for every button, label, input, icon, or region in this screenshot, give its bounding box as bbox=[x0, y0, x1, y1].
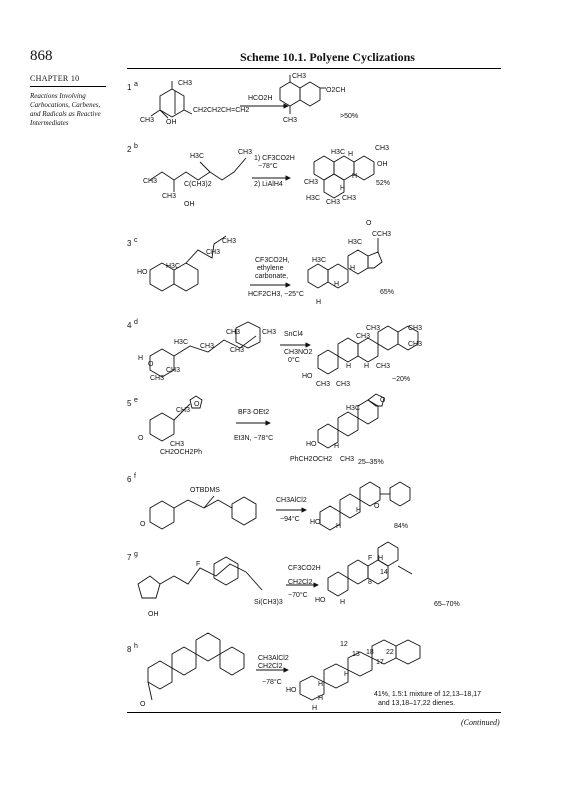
svg-text:O: O bbox=[380, 397, 386, 404]
svg-text:3: 3 bbox=[127, 239, 132, 248]
svg-text:CF3CO2H: CF3CO2H bbox=[288, 565, 321, 572]
svg-text:PhCH2OCH2: PhCH2OCH2 bbox=[290, 456, 333, 463]
svg-text:CH3: CH3 bbox=[176, 407, 191, 414]
svg-text:65%: 65% bbox=[380, 289, 395, 296]
svg-text:HCO2H: HCO2H bbox=[248, 95, 273, 102]
svg-text:52%: 52% bbox=[376, 180, 391, 187]
svg-text:CH3: CH3 bbox=[336, 381, 351, 388]
svg-text:H3C: H3C bbox=[346, 405, 361, 412]
entry-1 bbox=[127, 73, 358, 126]
sm-structure bbox=[140, 487, 256, 529]
svg-text:H: H bbox=[336, 523, 342, 530]
svg-text:H: H bbox=[364, 363, 370, 370]
sm-structure bbox=[137, 236, 236, 291]
svg-text:CH3: CH3 bbox=[366, 325, 381, 332]
svg-text:H: H bbox=[334, 281, 340, 288]
svg-text:HO: HO bbox=[302, 373, 313, 380]
svg-text:OH: OH bbox=[184, 201, 195, 208]
svg-text:CH3: CH3 bbox=[408, 325, 423, 332]
svg-text:CH3: CH3 bbox=[162, 193, 177, 200]
svg-text:O: O bbox=[140, 701, 146, 708]
svg-text:H3C: H3C bbox=[306, 195, 321, 202]
product-structure bbox=[304, 145, 389, 206]
sm-structure bbox=[140, 633, 244, 708]
svg-text:OH: OH bbox=[166, 119, 177, 126]
svg-text:18: 18 bbox=[366, 649, 374, 656]
svg-text:CH3: CH3 bbox=[342, 195, 357, 202]
svg-text:CH3NO2: CH3NO2 bbox=[284, 349, 313, 356]
svg-text:CH3: CH3 bbox=[304, 179, 319, 186]
svg-text:H: H bbox=[348, 151, 354, 158]
svg-text:CH3: CH3 bbox=[206, 249, 221, 256]
svg-text:OH: OH bbox=[148, 611, 159, 618]
svg-text:1) CF3CO2H: 1) CF3CO2H bbox=[254, 155, 295, 162]
svg-text:BF3·OEt2: BF3·OEt2 bbox=[238, 409, 270, 416]
svg-text:H: H bbox=[312, 705, 318, 712]
svg-text:c: c bbox=[134, 237, 138, 244]
svg-text:CH2OCH2Ph: CH2OCH2Ph bbox=[160, 449, 203, 456]
svg-text:H: H bbox=[318, 681, 324, 688]
svg-text:2) LiAlH4: 2) LiAlH4 bbox=[254, 181, 283, 188]
entry-7 bbox=[127, 542, 460, 618]
svg-text:CH3: CH3 bbox=[143, 178, 158, 185]
chapter-subtitle: Reactions Involving Carbocations, Carbenes, and Radicals as Reactive Intermediates bbox=[30, 92, 101, 127]
svg-text:−70°C: −70°C bbox=[288, 592, 308, 599]
svg-text:CH3: CH3 bbox=[166, 367, 181, 374]
svg-text:b: b bbox=[134, 143, 138, 150]
svg-text:CH2CH2CH=CH2: CH2CH2CH=CH2 bbox=[193, 107, 250, 114]
svg-text:Et3N, −78°C: Et3N, −78°C bbox=[234, 435, 274, 442]
entry-label: 1 bbox=[127, 83, 132, 92]
svg-text:−94°C: −94°C bbox=[280, 516, 300, 523]
svg-text:O: O bbox=[148, 361, 154, 368]
svg-text:O: O bbox=[374, 503, 380, 510]
yield: >50% bbox=[340, 113, 359, 120]
svg-text:CH3: CH3 bbox=[262, 329, 277, 336]
svg-text:14: 14 bbox=[380, 569, 388, 576]
svg-text:25–35%: 25–35% bbox=[358, 459, 384, 466]
sm-structure bbox=[138, 322, 276, 382]
svg-text:CH3: CH3 bbox=[340, 456, 355, 463]
svg-text:CH3AlCl2: CH3AlCl2 bbox=[276, 497, 307, 504]
svg-text:CH3: CH3 bbox=[170, 441, 185, 448]
svg-text:HCF2CH3, −25°C: HCF2CH3, −25°C bbox=[248, 291, 304, 298]
svg-text:O: O bbox=[140, 521, 146, 528]
svg-text:2: 2 bbox=[127, 145, 132, 154]
svg-text:7: 7 bbox=[127, 553, 132, 562]
svg-text:H: H bbox=[340, 185, 346, 192]
svg-text:41%, 1.5:1 mixture of 12,13–1: 41%, 1.5:1 mixture of 12,13–18,17 bbox=[374, 691, 482, 698]
svg-text:H: H bbox=[138, 355, 144, 362]
svg-text:O: O bbox=[138, 435, 144, 442]
footer-rule bbox=[127, 712, 501, 713]
svg-text:13: 13 bbox=[352, 651, 360, 658]
svg-text:−78°C: −78°C bbox=[258, 163, 278, 170]
svg-text:HO: HO bbox=[315, 597, 326, 604]
sm-structure bbox=[143, 149, 252, 208]
svg-text:CH3: CH3 bbox=[376, 363, 391, 370]
svg-text:H: H bbox=[346, 363, 352, 370]
svg-text:CH3: CH3 bbox=[178, 80, 193, 87]
svg-text:F: F bbox=[196, 561, 201, 568]
svg-text:CH3: CH3 bbox=[222, 238, 237, 245]
svg-text:CH3AlCl2: CH3AlCl2 bbox=[258, 655, 289, 662]
entry-6 bbox=[127, 473, 410, 530]
svg-text:17: 17 bbox=[376, 659, 384, 666]
svg-text:H: H bbox=[318, 695, 324, 702]
svg-text:carbonate,: carbonate, bbox=[255, 273, 289, 280]
svg-text:h: h bbox=[134, 643, 138, 650]
product-structure bbox=[280, 73, 345, 124]
svg-text:H3C: H3C bbox=[166, 263, 181, 270]
svg-text:CH3: CH3 bbox=[230, 347, 245, 354]
svg-text:SnCl4: SnCl4 bbox=[284, 331, 304, 338]
svg-text:H: H bbox=[344, 671, 350, 678]
svg-text:~20%: ~20% bbox=[392, 376, 411, 383]
product-structure bbox=[308, 220, 391, 306]
svg-text:HO: HO bbox=[286, 687, 297, 694]
svg-text:CH3: CH3 bbox=[200, 343, 215, 350]
svg-text:8: 8 bbox=[127, 645, 132, 654]
svg-text:0°C: 0°C bbox=[288, 357, 300, 364]
svg-text:O: O bbox=[366, 220, 372, 227]
chapter-label: CHAPTER 10 bbox=[30, 74, 80, 83]
svg-text:H: H bbox=[316, 299, 322, 306]
svg-text:CH3: CH3 bbox=[283, 117, 298, 124]
svg-text:−78°C: −78°C bbox=[262, 679, 282, 686]
svg-text:O2CH: O2CH bbox=[326, 87, 346, 94]
sm-structure bbox=[138, 557, 283, 618]
entry-8 bbox=[127, 633, 481, 712]
svg-text:CH3: CH3 bbox=[356, 333, 371, 340]
svg-text:CH2Cl2: CH2Cl2 bbox=[288, 579, 313, 586]
svg-text:C(CH3)2: C(CH3)2 bbox=[184, 181, 212, 188]
svg-text:CH3: CH3 bbox=[226, 329, 241, 336]
svg-text:OTBDMS: OTBDMS bbox=[190, 487, 220, 494]
svg-text:HO: HO bbox=[137, 269, 148, 276]
svg-text:H3C: H3C bbox=[348, 239, 363, 246]
entry-ref: a bbox=[134, 81, 138, 88]
svg-text:H: H bbox=[340, 599, 346, 606]
svg-text:F: F bbox=[368, 555, 373, 562]
entry-3 bbox=[127, 220, 394, 306]
svg-text:8: 8 bbox=[368, 579, 372, 586]
svg-text:d: d bbox=[134, 319, 138, 326]
svg-text:5: 5 bbox=[127, 399, 132, 408]
svg-text:84%: 84% bbox=[394, 523, 409, 530]
svg-text:CH3: CH3 bbox=[316, 381, 331, 388]
svg-text:e: e bbox=[134, 397, 138, 404]
product-structure bbox=[290, 394, 386, 463]
svg-text:CCH3: CCH3 bbox=[372, 231, 392, 238]
svg-text:22: 22 bbox=[386, 649, 394, 656]
svg-text:H3C: H3C bbox=[331, 149, 346, 156]
continued-note: (Continued) bbox=[461, 718, 500, 727]
svg-text:HO: HO bbox=[306, 441, 317, 448]
svg-text:H: H bbox=[378, 555, 384, 562]
svg-text:4: 4 bbox=[127, 321, 132, 330]
svg-text:CF3CO2H,: CF3CO2H, bbox=[255, 257, 290, 264]
svg-text:O: O bbox=[194, 401, 200, 408]
svg-text:CH3: CH3 bbox=[150, 375, 165, 382]
entry-5 bbox=[127, 394, 386, 466]
svg-text:H3C: H3C bbox=[190, 153, 205, 160]
svg-text:CH3: CH3 bbox=[408, 341, 423, 348]
product-structure bbox=[315, 542, 412, 606]
entry-2 bbox=[127, 143, 390, 208]
svg-text:g: g bbox=[134, 551, 138, 558]
svg-text:HO: HO bbox=[310, 519, 321, 526]
svg-text:H: H bbox=[350, 265, 356, 272]
svg-text:CH3: CH3 bbox=[140, 117, 155, 124]
svg-text:CH3: CH3 bbox=[375, 145, 390, 152]
svg-text:H: H bbox=[356, 507, 362, 514]
svg-text:12: 12 bbox=[340, 641, 348, 648]
svg-text:H: H bbox=[334, 443, 340, 450]
svg-text:f: f bbox=[134, 473, 136, 480]
svg-text:and 13,18–17,22 dienes.: and 13,18–17,22 dienes. bbox=[378, 700, 456, 707]
svg-text:CH2Cl2: CH2Cl2 bbox=[258, 663, 283, 670]
page-number: 868 bbox=[30, 48, 53, 64]
svg-text:H: H bbox=[352, 173, 358, 180]
svg-text:CH3: CH3 bbox=[292, 73, 307, 80]
svg-text:CH3: CH3 bbox=[326, 199, 341, 206]
svg-text:H3C: H3C bbox=[312, 257, 327, 264]
svg-text:6: 6 bbox=[127, 475, 132, 484]
svg-text:65–70%: 65–70% bbox=[434, 601, 460, 608]
sm-structure bbox=[140, 80, 249, 126]
svg-text:H3C: H3C bbox=[174, 339, 189, 346]
svg-text:OH: OH bbox=[377, 161, 388, 168]
entry-4 bbox=[127, 319, 422, 388]
svg-text:ethylene: ethylene bbox=[257, 265, 284, 272]
scheme-title: Scheme 10.1. Polyene Cyclizations bbox=[240, 50, 415, 64]
svg-text:Si(CH3)3: Si(CH3)3 bbox=[254, 599, 283, 606]
svg-text:CH3: CH3 bbox=[238, 149, 253, 156]
sm-structure bbox=[138, 396, 202, 456]
